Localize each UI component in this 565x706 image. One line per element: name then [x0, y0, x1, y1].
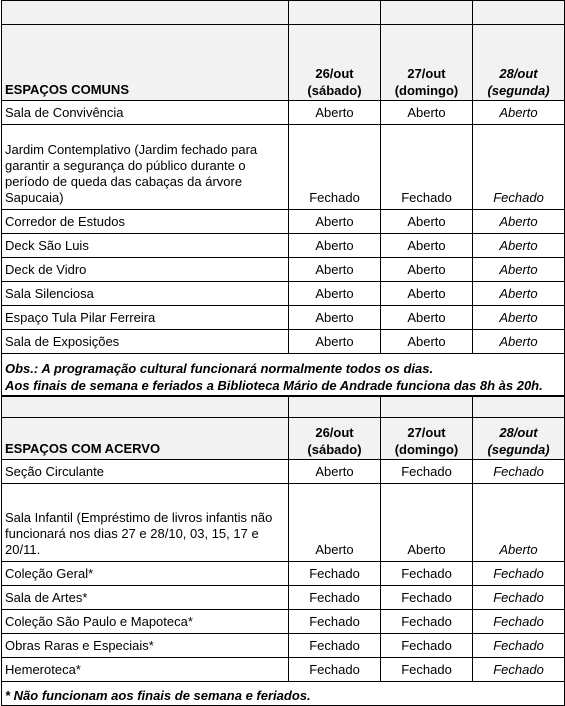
space-name: Sala Infantil (Empréstimo de livros infantis não funcionará nos dias 27 e 28/10, 03, 15, 17 e 20/11. — [2, 484, 289, 562]
date-label: 27/out — [407, 66, 446, 81]
header-spacer-cell — [2, 396, 289, 418]
space-name: Sala de Artes* — [2, 586, 289, 610]
date-column-header — [289, 418, 381, 460]
date-column-header — [473, 25, 565, 101]
table-row — [2, 586, 565, 610]
date-label: 28/out — [499, 66, 538, 81]
space-name: Espaço Tula Pilar Ferreira — [2, 306, 289, 330]
section-header-row — [2, 418, 565, 460]
weekday-label: (segunda) — [487, 442, 550, 457]
notes-cell — [2, 354, 565, 396]
table-row — [2, 306, 565, 330]
status-cell: Fechado — [381, 586, 473, 610]
status-cell: Fechado — [473, 658, 565, 682]
table-row — [2, 658, 565, 682]
table-row — [2, 460, 565, 484]
table-row — [2, 330, 565, 354]
table-row — [2, 610, 565, 634]
status-cell: Aberto — [473, 210, 565, 234]
header-spacer-cell — [381, 1, 473, 25]
note-line: Obs.: A programação cultural funcionará normalmente todos os dias. — [5, 360, 434, 376]
table-row — [2, 484, 565, 562]
status-cell: Fechado — [473, 634, 565, 658]
date-column-header — [381, 25, 473, 101]
table-row — [2, 282, 565, 306]
status-cell: Aberto — [473, 282, 565, 306]
status-cell: Fechado — [289, 610, 381, 634]
status-cell: Fechado — [473, 562, 565, 586]
status-cell: Aberto — [473, 306, 565, 330]
weekday-label: (sábado) — [307, 442, 362, 457]
date-label: 28/out — [499, 425, 538, 440]
section-title: ESPAÇOS COM ACERVO — [2, 418, 289, 460]
header-spacer-row — [2, 396, 565, 418]
status-cell: Aberto — [381, 258, 473, 282]
date-column-header — [289, 25, 381, 101]
schedule-table — [1, 0, 565, 706]
table-row — [2, 258, 565, 282]
status-cell: Aberto — [381, 484, 473, 562]
status-cell: Aberto — [289, 306, 381, 330]
space-name: Jardim Contemplativo (Jardim fechado para garantir a segurança do público durante o período de queda das cabaças da árvore Sapucaia) — [2, 125, 289, 210]
header-spacer-cell — [473, 396, 565, 418]
weekday-label: (domingo) — [394, 442, 459, 457]
footnote-row — [2, 682, 565, 706]
status-cell: Aberto — [473, 258, 565, 282]
table-row — [2, 634, 565, 658]
status-cell: Aberto — [381, 282, 473, 306]
status-cell: Aberto — [473, 484, 565, 562]
status-cell: Fechado — [473, 610, 565, 634]
status-cell: Aberto — [473, 234, 565, 258]
header-spacer-cell — [473, 1, 565, 25]
date-column-header — [381, 418, 473, 460]
space-name: Corredor de Estudos — [2, 210, 289, 234]
status-cell: Aberto — [473, 101, 565, 125]
status-cell: Aberto — [381, 101, 473, 125]
status-cell: Aberto — [289, 258, 381, 282]
status-cell: Aberto — [289, 282, 381, 306]
status-cell: Aberto — [289, 101, 381, 125]
header-spacer-cell — [2, 1, 289, 25]
status-cell: Aberto — [289, 234, 381, 258]
status-cell: Fechado — [381, 634, 473, 658]
space-name: Sala de Convivência — [2, 101, 289, 125]
date-label: 27/out — [407, 425, 446, 440]
date-label: 26/out — [315, 425, 354, 440]
date-label: 26/out — [315, 66, 354, 81]
status-cell: Fechado — [289, 634, 381, 658]
section-header-row — [2, 25, 565, 101]
status-cell: Aberto — [381, 210, 473, 234]
status-cell: Fechado — [289, 562, 381, 586]
space-name: Coleção Geral* — [2, 562, 289, 586]
space-name: Sala de Exposições — [2, 330, 289, 354]
section-title: ESPAÇOS COMUNS — [2, 25, 289, 101]
status-cell: Aberto — [289, 330, 381, 354]
table-row — [2, 210, 565, 234]
space-name: Seção Circulante — [2, 460, 289, 484]
header-spacer-row — [2, 1, 565, 25]
space-name: Hemeroteca* — [2, 658, 289, 682]
status-cell: Fechado — [473, 460, 565, 484]
table-row — [2, 562, 565, 586]
status-cell: Fechado — [381, 610, 473, 634]
status-cell: Fechado — [381, 125, 473, 210]
status-cell: Fechado — [289, 658, 381, 682]
status-cell: Aberto — [289, 460, 381, 484]
footnote: * Não funcionam aos finais de semana e feriados. — [2, 682, 565, 706]
space-name: Coleção São Paulo e Mapoteca* — [2, 610, 289, 634]
status-cell: Fechado — [289, 125, 381, 210]
header-spacer-cell — [289, 396, 381, 418]
space-name: Obras Raras e Especiais* — [2, 634, 289, 658]
status-cell: Fechado — [381, 460, 473, 484]
status-cell: Aberto — [381, 330, 473, 354]
table-row — [2, 101, 565, 125]
status-cell: Aberto — [289, 484, 381, 562]
header-spacer-cell — [289, 1, 381, 25]
weekday-label: (sábado) — [307, 83, 362, 98]
status-cell: Fechado — [473, 586, 565, 610]
status-cell: Aberto — [473, 330, 565, 354]
table-row — [2, 125, 565, 210]
space-name: Sala Silenciosa — [2, 282, 289, 306]
status-cell: Aberto — [381, 234, 473, 258]
notes-row — [2, 354, 565, 396]
space-name: Deck São Luis — [2, 234, 289, 258]
note-line: Aos finais de semana e feriados a Biblioteca Mário de Andrade funciona das 8h às 20h. — [5, 377, 543, 393]
space-name: Deck de Vidro — [2, 258, 289, 282]
status-cell: Aberto — [381, 306, 473, 330]
table-row — [2, 234, 565, 258]
date-column-header — [473, 418, 565, 460]
header-spacer-cell — [381, 396, 473, 418]
status-cell: Fechado — [473, 125, 565, 210]
status-cell: Aberto — [289, 210, 381, 234]
status-cell: Fechado — [381, 562, 473, 586]
weekday-label: (segunda) — [487, 83, 550, 98]
status-cell: Fechado — [289, 586, 381, 610]
weekday-label: (domingo) — [394, 83, 459, 98]
status-cell: Fechado — [381, 658, 473, 682]
